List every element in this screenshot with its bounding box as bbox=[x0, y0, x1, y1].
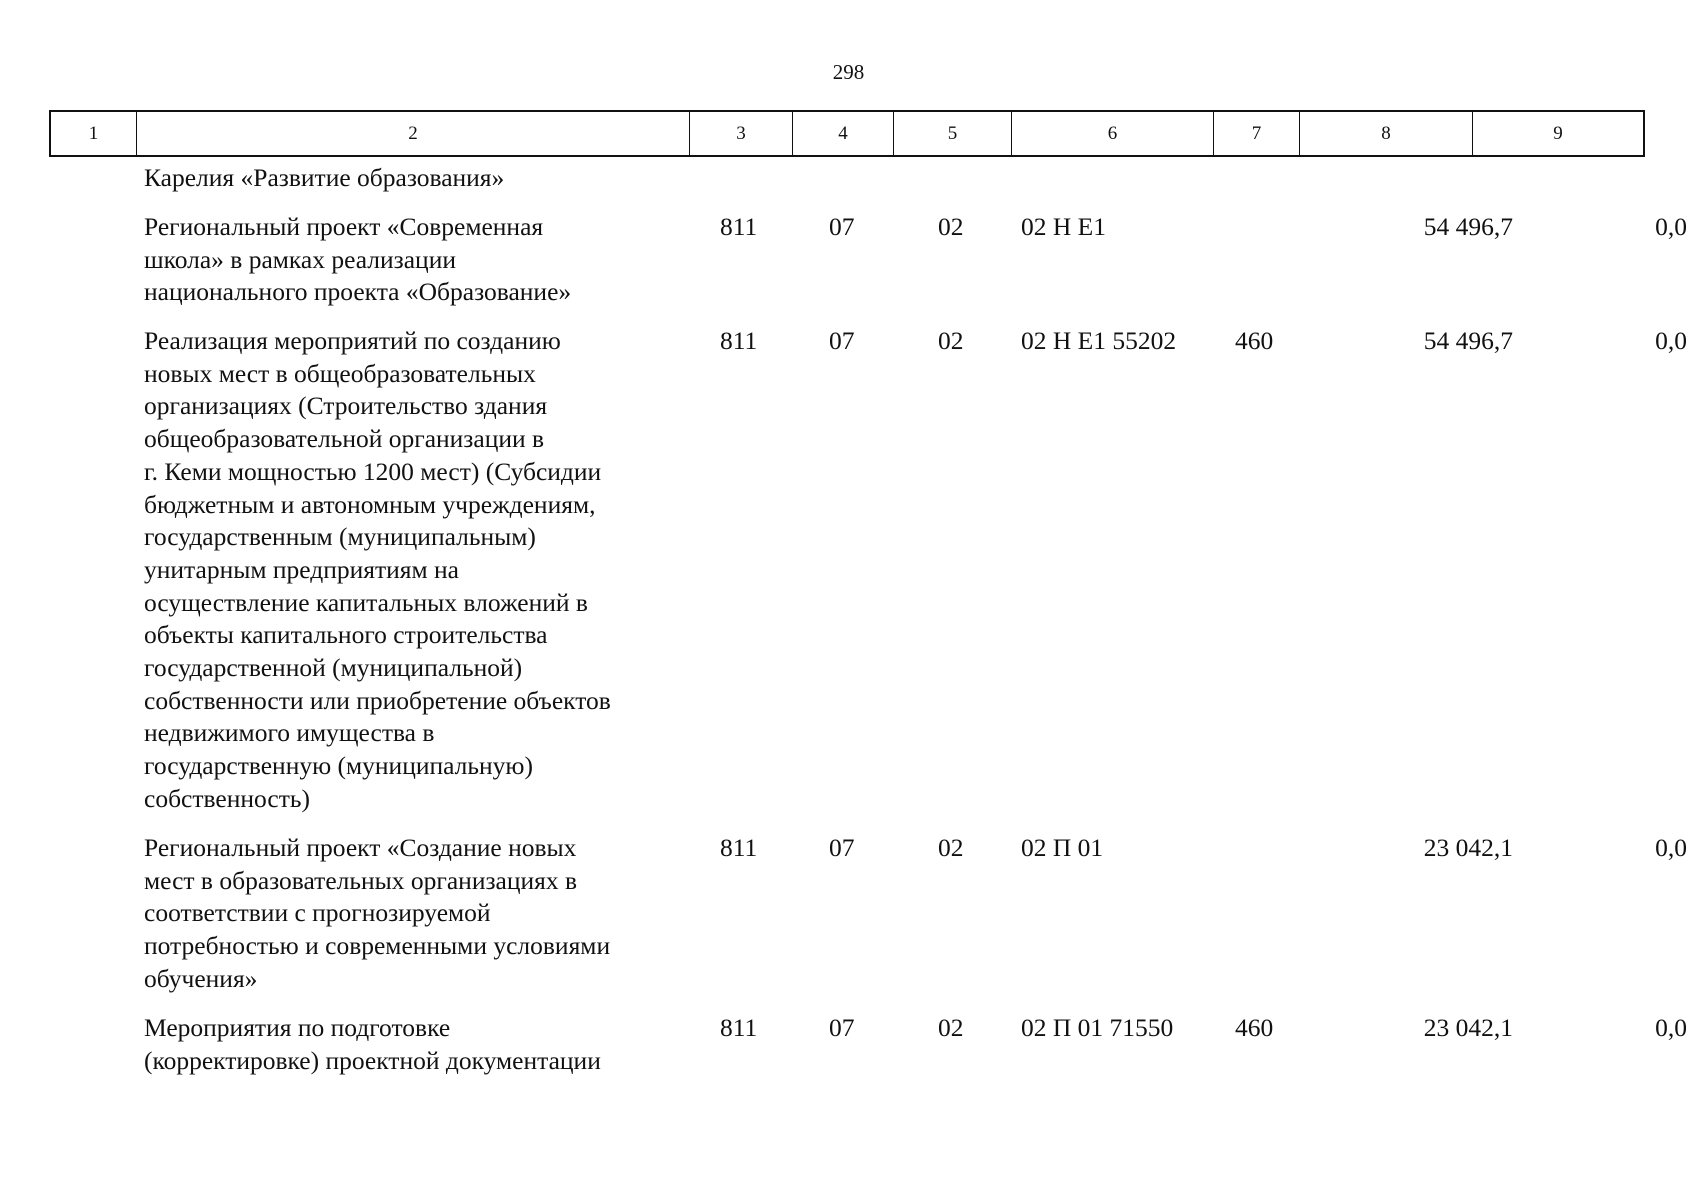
table-row bbox=[49, 325, 1687, 832]
row-col-8: 23 042,1 bbox=[1423, 833, 1513, 862]
row-col-9: 0,0 bbox=[1655, 326, 1687, 355]
row-col-5: 02 bbox=[938, 212, 964, 241]
row-col-9: 0,0 bbox=[1655, 212, 1687, 241]
header-col-5: 5 bbox=[894, 112, 1012, 155]
row-col-6: 02 Н Е1 55202 bbox=[1021, 326, 1177, 355]
row-col-6: 02 Н Е1 bbox=[1021, 212, 1106, 241]
row-col-6: 02 П 01 71550 bbox=[1021, 1013, 1174, 1042]
row-col-4: 07 bbox=[829, 212, 855, 241]
header-col-3: 3 bbox=[690, 112, 793, 155]
row-name: Реализация мероприятий по созданию новых мест в общеобразовательных организациях (Строительство здания общеобразовательной организации в г. Кеми мощностью 1200 мест) (Субсидии бюджетным и автономным учреждениям, государственным (муниципальным) унитарным предприятиям на осуществление капитальных вложений в объекты капитального строительства государственной (муниципальной) собственности или приобретение объектов недвижимого имущества в государственную (муниципальную) собственность) bbox=[144, 326, 611, 813]
row-col-5: 02 bbox=[938, 833, 964, 862]
page-number: 298 bbox=[832, 60, 865, 84]
header-col-6: 6 bbox=[1012, 112, 1214, 155]
row-col-3: 811 bbox=[720, 212, 758, 241]
header-col-9: 9 bbox=[1553, 123, 1563, 144]
row-col-8: 54 496,7 bbox=[1423, 212, 1513, 241]
row-col-9: 0,0 bbox=[1655, 1013, 1687, 1042]
row-col-8: 54 496,7 bbox=[1423, 326, 1513, 355]
row-col-4: 07 bbox=[829, 833, 855, 862]
row-name: Региональный проект «Современная школа» в рамках реализации национального проекта «Образование» bbox=[144, 212, 572, 307]
header-col-8: 8 bbox=[1300, 112, 1473, 155]
header-col-7: 7 bbox=[1214, 112, 1300, 155]
header-col-1: 1 bbox=[51, 112, 137, 155]
row-col-7: 460 bbox=[1235, 326, 1274, 355]
row-col-3: 811 bbox=[720, 1013, 758, 1042]
row-name: Региональный проект «Создание новых мест в образовательных организациях в соответствии с прогнозируемой потребностью и современными условиями обучения» bbox=[144, 833, 611, 993]
row-col-4: 07 bbox=[829, 326, 855, 355]
table-row bbox=[49, 1012, 1687, 1092]
row-col-3: 811 bbox=[720, 833, 758, 862]
row-col-4: 07 bbox=[829, 1013, 855, 1042]
row-name: Мероприятия по подготовке (корректировке) проектной документации bbox=[144, 1013, 601, 1075]
table-row bbox=[49, 162, 1645, 211]
table-row bbox=[49, 832, 1687, 1012]
row-col-9: 0,0 bbox=[1655, 833, 1687, 862]
header-col-2: 2 bbox=[137, 112, 690, 155]
row-col-7: 460 bbox=[1235, 1013, 1274, 1042]
table-header bbox=[49, 110, 1645, 157]
row-col-5: 02 bbox=[938, 326, 964, 355]
table-row bbox=[49, 211, 1687, 325]
row-col-8: 23 042,1 bbox=[1423, 1013, 1513, 1042]
row-name: Карелия «Развитие образования» bbox=[144, 163, 505, 192]
table-body bbox=[49, 162, 1687, 1092]
header-col-4: 4 bbox=[793, 112, 894, 155]
row-col-3: 811 bbox=[720, 326, 758, 355]
row-col-5: 02 bbox=[938, 1013, 964, 1042]
row-col-6: 02 П 01 bbox=[1021, 833, 1104, 862]
